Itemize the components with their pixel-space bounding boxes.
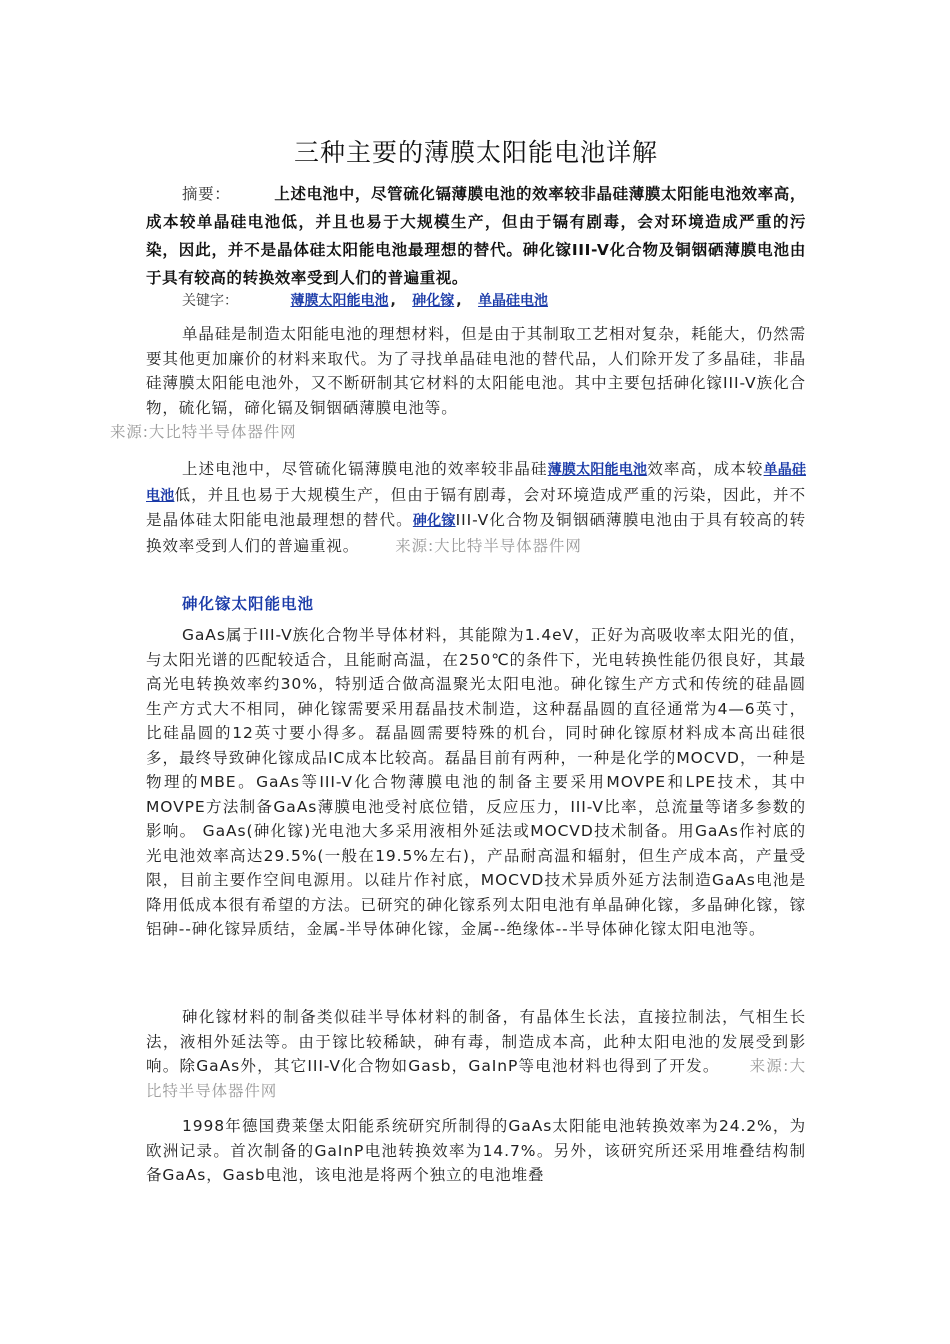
paragraph-2-text: 效率高，成本较 bbox=[647, 460, 764, 478]
link-thin-film-solar[interactable]: 薄膜太阳能电池 bbox=[547, 462, 648, 478]
page-title: 三种主要的薄膜太阳能电池详解 bbox=[293, 138, 658, 167]
abstract-text: 上述电池中，尽管硫化镉薄膜电池的效率较非晶硅薄膜太阳能电池效率高，成本较单晶硅电池低，并且也易于大规模生产，但由于镉有剧毒，会对环境造成严重的污染，因此，并不是晶体硅太阳能电池最理想的替代。砷化镓III-V化合物及铜铟硒薄膜电池由于具有较高的转换效率受到人们的普遍重视。 bbox=[146, 185, 806, 287]
paragraph-1-text: 单晶硅是制造太阳能电池的理想材料，但是由于其制取工艺相对复杂，耗能大，仍然需要其他更加廉价的材料来取代。为了寻找单晶硅电池的替代品，人们除开发了多晶硅，非晶硅薄膜太阳能电池外，又不断研制其它材料的太阳能电池。其中主要包括砷化镓III-V族化合物，硫化镉，碲化镉及铜铟硒薄膜电池等。 bbox=[146, 325, 806, 417]
keyword-link-gaas[interactable]: 砷化镓 bbox=[412, 293, 455, 309]
paragraph-5: 1998年德国费莱堡太阳能系统研究所制得的GaAs太阳能电池转换效率为24.2%，为欧洲记录。首次制备的GaInP电池转换效率为14.7%。另外，该研究所还采用堆叠结构制备GaAs，Gasb电池，该电池是将两个独立的电池堆叠 bbox=[146, 1117, 806, 1184]
paragraph-2-text: III-V化合物及铜铟硒薄膜电池由于具有较高的转换效率受到人们的普遍重视。 bbox=[146, 511, 807, 555]
paragraph-1 bbox=[110, 322, 806, 445]
keywords-label: 关键字： bbox=[182, 293, 238, 309]
keyword-link-mono-si[interactable]: 单晶硅电池 bbox=[478, 293, 549, 309]
paragraph-2-text: 低，并且也易于大规模生产，但由于镉有剧毒，会对环境造成严重的污染，因此，并不是晶体硅太阳能电池最理想的替代。 bbox=[146, 485, 807, 529]
paragraph-3: GaAs属于III-V族化合物半导体材料，其能隙为1.4eV，正好为高吸收率太阳光的值，与太阳光谱的匹配较适合，且能耐高温，在250℃的条件下，光电转换性能仍很良好，其最高光电转换效率约30%，特别适合做高温聚光太阳电池。砷化镓生产方式和传统的硅晶圆生产方式大不相同，砷化镓需要采用磊晶技术制造，这种磊晶圆的直径通常为4—6英寸，比硅晶圆的12英寸要小得多。磊晶圆需要特殊的机台，同时砷化镓原材料成本高出硅很多，最终导致砷化镓成品IC成本比较高。磊晶目前有两种，一种是化学的MOCVD，一种是物理的MBE。GaAs等III-V化合物薄膜电池的制备主要采用MOVPE和LPE技术，其中MOVPE方法制备GaAs薄膜电池受衬底位错，反应压力，III-V比率，总流量等诸多参数的影响。 GaAs(砷化镓)光电池大多采用液相外延法或MOCVD技术制备。用GaAs作衬底的光电池效率高达29.5%(一般在19.5%左右)，产品耐高温和辐射，但生产成本高，产量受限，目前主要作空间电源用。以硅片作衬底，MOCVD技术异质外延方法制造GaAs电池是降用低成本很有希望的方法。已研究的砷化镓系列太阳电池有单晶砷化镓，多晶砷化镓，镓铝砷--砷化镓异质结，金属-半导体砷化镓，金属--绝缘体--半导体砷化镓太阳电池等。 bbox=[146, 626, 806, 938]
link-gaas[interactable]: 砷化镓 bbox=[412, 513, 456, 529]
source-credit: 来源:大比特半导体器件网 bbox=[146, 1057, 806, 1100]
paragraph-4 bbox=[146, 1005, 806, 1103]
paragraph-4-text: 砷化镓材料的制备类似硅半导体材料的制备，有晶体生长法，直接拉制法，气相生长法，液相外延法等。由于镓比较稀缺，砷有毒，制造成本高，此种太阳电池的发展受到影响。除GaAs外，其它III-V化合物如Gasb，GaInP等电池材料也得到了开发。 bbox=[146, 1008, 806, 1075]
keyword-separator: , bbox=[390, 293, 396, 309]
keyword-link-thin-film[interactable]: 薄膜太阳能电池 bbox=[290, 293, 389, 309]
keywords bbox=[182, 290, 548, 310]
keyword-separator: , bbox=[456, 293, 462, 309]
paragraph-2 bbox=[146, 457, 806, 558]
abstract-label: 摘要： bbox=[182, 185, 231, 203]
link-mono-si-cell[interactable]: 单晶硅电池 bbox=[146, 462, 806, 504]
paragraph-2-text: 上述电池中，尽管硫化镉薄膜电池的效率较非晶硅 bbox=[182, 460, 548, 478]
source-credit: 来源:大比特半导体器件网 bbox=[395, 536, 582, 555]
source-credit: 来源:大比特半导体器件网 bbox=[110, 423, 297, 441]
abstract bbox=[146, 180, 806, 292]
section-heading: 砷化镓太阳能电池 bbox=[182, 595, 315, 613]
